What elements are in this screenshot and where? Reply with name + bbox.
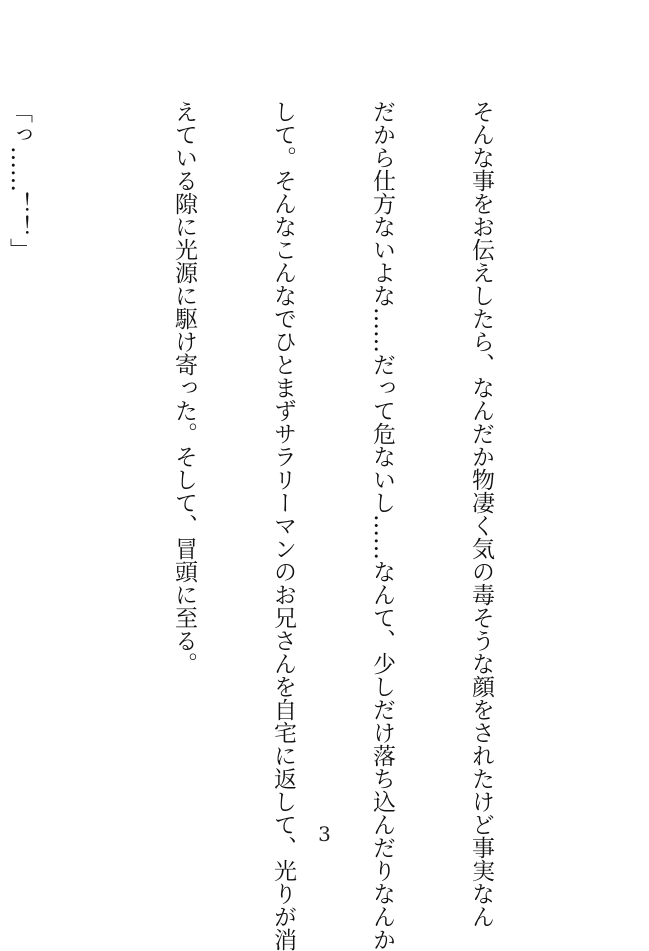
- text-line: 「っ……！！」: [6, 100, 32, 261]
- text-line: そんな事をお伝えしたら、なんだか物凄く気の毒そうな顔をされたけど事実なん: [468, 100, 494, 928]
- text-line: えている隙に光源に駆け寄った。そして、冒頭に至る。: [171, 100, 197, 675]
- text-line: だから仕方ないよな……だって危ないし……なんて、少しだけ落ち込んだりなんか: [369, 100, 395, 951]
- page-number: 3: [318, 822, 331, 846]
- text-line: して。そんなこんなでひとまずサラリーマンのお兄さんを自宅に返して、光りが消: [270, 100, 296, 951]
- vertical-text-body: [0, 100, 563, 951]
